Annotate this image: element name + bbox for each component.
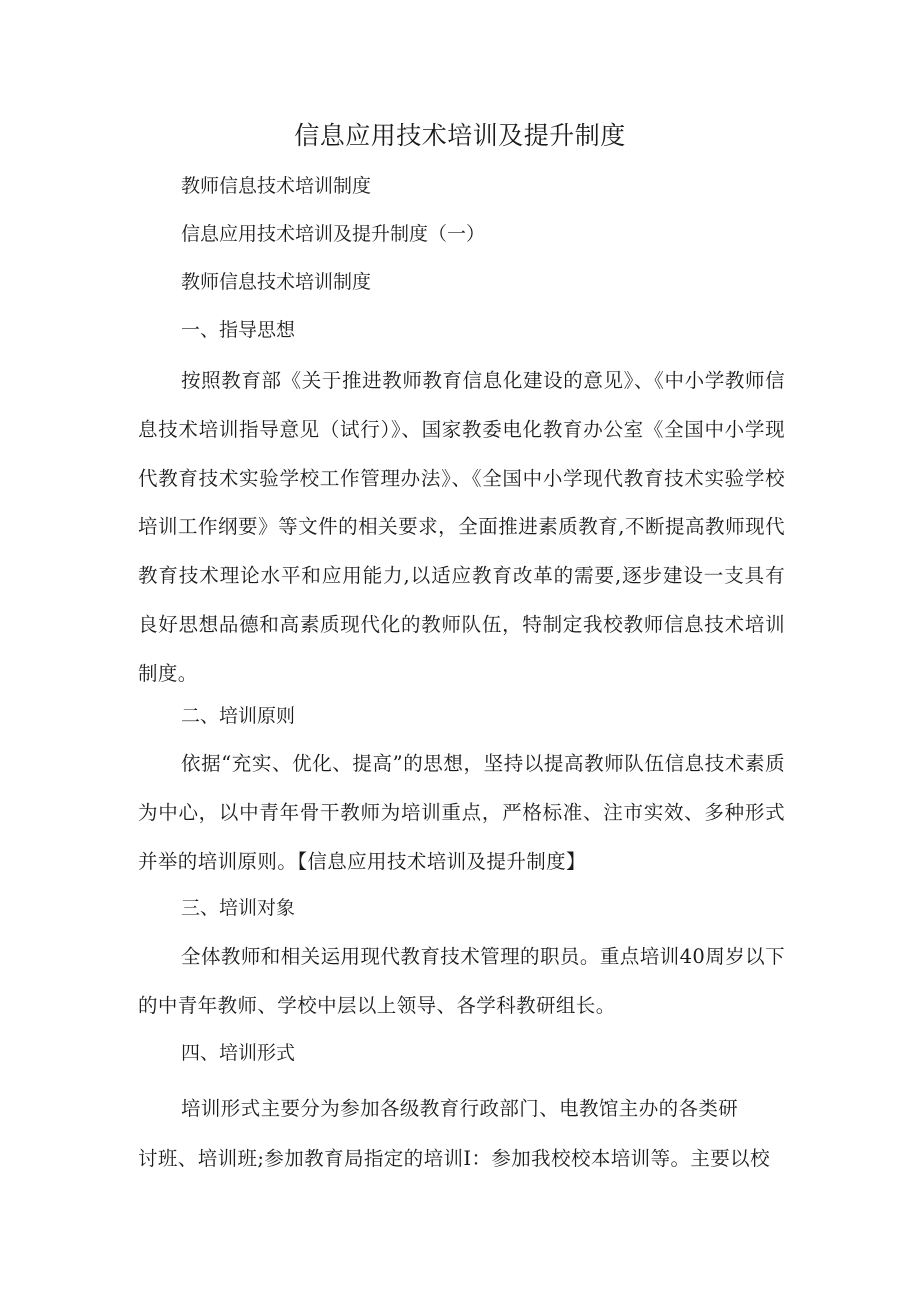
section-4-paragraph-line-2: 讨班、培训班;参加教育局指定的培训I：参加我校校本培训等。主要以校 [138, 1147, 770, 1170]
section-1-heading: 一、指导思想 [181, 319, 296, 341]
subtitle-line-1: 教师信息技术培训制度 [181, 175, 372, 197]
section-3-paragraph: 全体教师和相关运用现代教育技术管理的职员。重点培训40周岁以下的中青年教师、学校中层以上领导、各学科教研组长。 [138, 945, 785, 1017]
section-4-paragraph-line-1: 培训形式主要分为参加各级教育行政部门、电教馆主办的各类研 [181, 1097, 739, 1120]
subtitle-line-2: 信息应用技术培训及提升制度（一） [181, 223, 486, 245]
section-3-heading: 三、培训对象 [181, 897, 296, 919]
section-2-heading: 二、培训原则 [181, 705, 296, 727]
document-title: 信息应用技术培训及提升制度 [294, 121, 626, 150]
section-4-heading: 四、培训形式 [181, 1042, 296, 1064]
subtitle-line-3: 教师信息技术培训制度 [181, 271, 372, 293]
section-1-paragraph: 按照教育部《关于推进教师教育信息化建设的意见》、《中小学教师信息技术培训指导意见（试行）》、国家教委电化教育办公室《全国中小学现代教育技术实验学校工作管理办法》、《全国中小学现代教育技术实验学校培训工作纲要》等文件的相关要求，全面推进素质教育,不断提高教师现代教育技术理论水平和应用能力,以适应教育改革的需要,逐步建设一支具有良好思想品德和高素质现代化的教师队伍，特制定我校教师信息技术培训制度。 [138, 369, 785, 685]
section-2-paragraph: 依据“充实、优化、提高”的思想，坚持以提高教师队伍信息技术素质为中心，以中青年骨干教师为培训重点，严格标准、注市实效、多种形式并举的培训原则。【信息应用技术培训及提升制度】 [138, 752, 785, 873]
